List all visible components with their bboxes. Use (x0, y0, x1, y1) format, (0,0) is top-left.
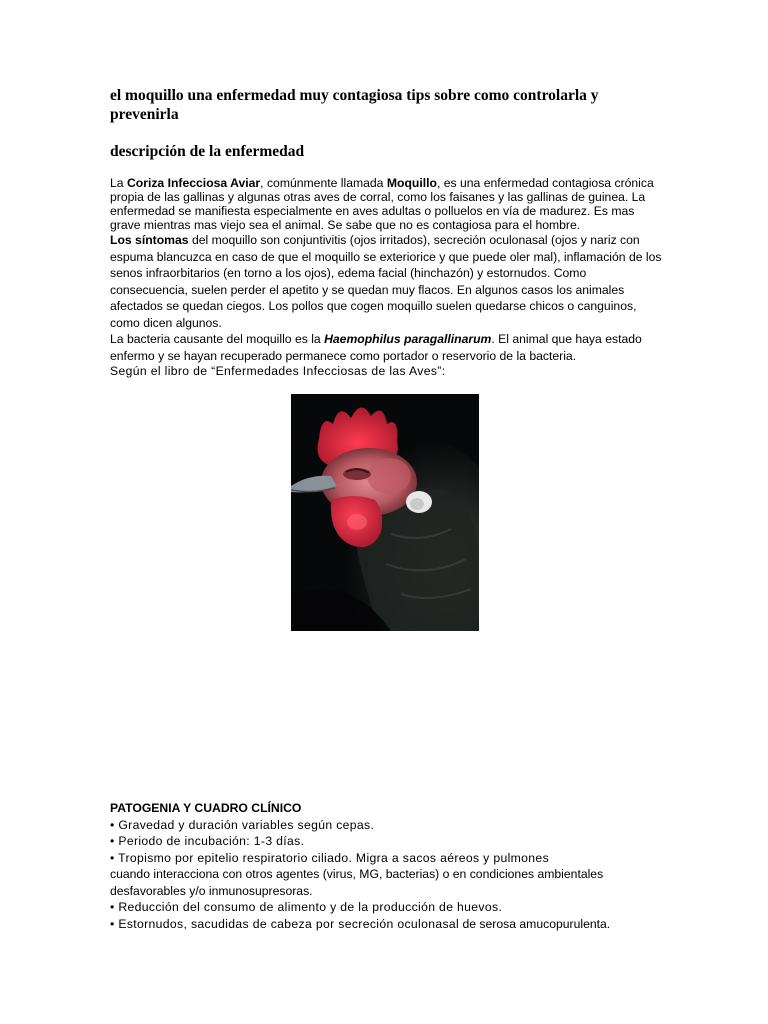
bullet-reduccion: • Reducción del consumo de alimento y de la producción de huevos. (110, 900, 503, 914)
section-title: descripción de la enfermedad (110, 143, 305, 160)
rooster-photo (291, 394, 479, 631)
disease-name: Coriza Infecciosa Aviar (126, 176, 261, 190)
common-name: Moquillo (386, 176, 437, 190)
document-title: el moquillo una enfermedad muy contagiosa tips sobre como controlarla y prevenirla (110, 87, 599, 123)
paragraph-bacteria-post: . El animal que haya estado enfermo y se hayan recuperado permanece como portador o reservorio de la bacteria. (110, 332, 642, 363)
paragraph-bacteria (110, 331, 662, 364)
paragraph-description-mid: , comúnmente llamada (260, 176, 387, 190)
bullet-gravedad: • Gravedad y duración variables según cepas. (110, 817, 375, 832)
symptoms-label: Los síntomas (110, 233, 189, 247)
bullet-incubacion: • Periodo de incubación: 1-3 días. (110, 834, 305, 848)
paragraph-bacteria-pre: La bacteria causante del moquillo es la (110, 332, 325, 346)
bullet-tropismo-continuation: cuando interacciona con otros agentes (virus, MG, bacterias) o en condiciones ambientales desfavorables y/o inmunosupresoras. (110, 867, 604, 898)
paragraph-description (110, 176, 662, 232)
paragraph-description-pre: La (110, 176, 127, 190)
bullet-estornudos-a: • Estornudos, sacudidas de cabeza por secreción oculonasal (110, 916, 460, 931)
paragraph-symptoms-text: del moquillo son conjuntivitis (ojos irritados), secreción oculonasal (ojos y nariz con espuma blancuzca en caso de que el moquillo se exteriorice y que puede oler mal), inflamación de los senos infraorbitarios (en torno a los ojos), edema facial (hinchazón) y estornudos. Como consecuencia, suelen perder el apetito y se quedan muy flacos. En algunos casos los animales afectados se quedan ciegos. Los pollos que cogen moquillo suelen quedarse chicos o canguinos, como dicen algunos. (110, 233, 662, 330)
paragraph-symptoms (110, 232, 662, 331)
patogenia-heading: PATOGENIA Y CUADRO CLÍNICO (110, 801, 302, 815)
bullet-tropismo: • Tropismo por epitelio respiratorio ciliado. Migra a sacos aéreos y pulmones (110, 850, 550, 865)
paragraph-description-post: , es una enfermedad contagiosa crónica propia de las gallinas y algunas otras aves de corral, como los faisanes y las gallinas de guinea. La enfermedad se manifiesta especialmente en aves adultas o polluelos en vía de madurez. Es mas grave mientras mas viejo sea el animal. Se sabe que no es contagiosa para el hombre. (110, 176, 654, 232)
patogenia-section (110, 800, 662, 932)
source-line: Según el libro de “Enfermedades Infecciosas de las Aves”: (110, 364, 446, 378)
bacteria-name: Haemophilus paragallinarum (324, 332, 492, 346)
bullet-estornudos (110, 916, 662, 933)
bullet-estornudos-b: de serosa amucopurulenta. (459, 916, 611, 931)
description-body (110, 176, 662, 378)
